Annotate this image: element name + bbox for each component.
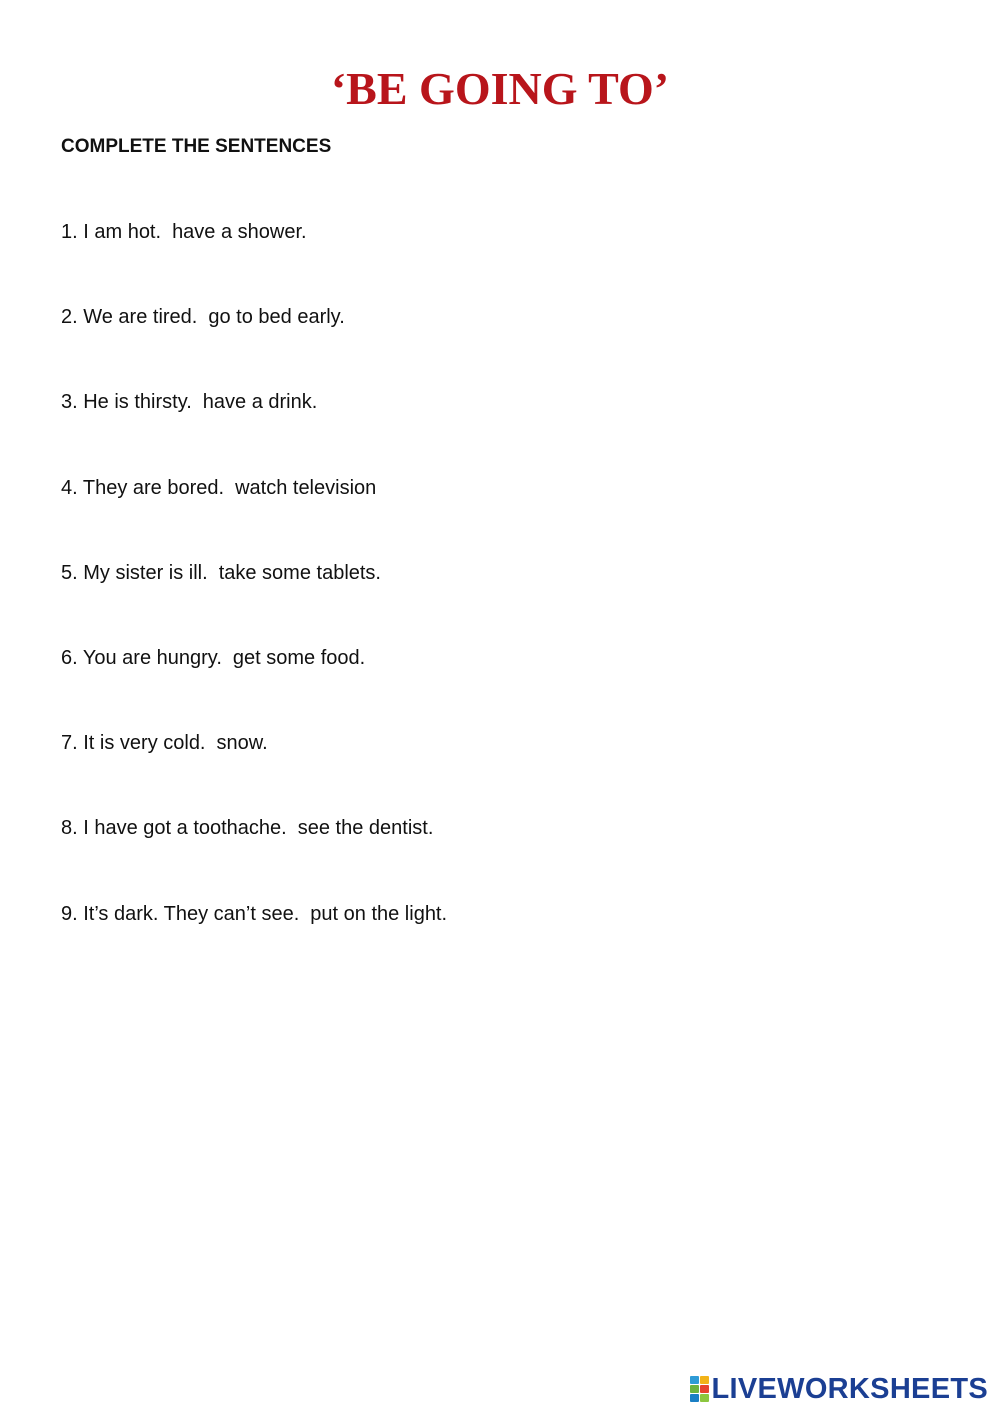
sentence-suffix: watch television	[235, 476, 377, 499]
sentence-list	[61, 218, 961, 985]
sentence-suffix: have a shower.	[172, 221, 307, 243]
sentence-item	[61, 644, 961, 729]
instruction-heading: COMPLETE THE SENTENCES	[61, 136, 332, 157]
sentence-item	[61, 900, 961, 985]
sentence-item	[61, 729, 961, 814]
sentence-suffix: get some food.	[232, 646, 366, 669]
sentence-prefix: 5. My sister is ill.	[61, 561, 208, 584]
liveworksheets-logo[interactable]	[690, 1372, 989, 1406]
sentence-prefix: 9. It’s dark. They can’t see.	[61, 902, 300, 925]
sentence-prefix: 4. They are bored.	[61, 476, 225, 499]
sentence-suffix: put on the light.	[310, 902, 448, 925]
sentence-item	[61, 218, 961, 303]
sentence-suffix: see the dentist.	[297, 817, 434, 840]
sentence-prefix: 1. I am hot.	[61, 221, 162, 243]
sentence-suffix: snow.	[216, 732, 268, 755]
sentence-suffix: take some tablets.	[218, 561, 381, 584]
sentence-item	[61, 303, 961, 388]
sentence-item	[61, 559, 961, 644]
sentence-prefix: 8. I have got a toothache.	[61, 817, 287, 840]
liveworksheets-logo-icon	[690, 1376, 709, 1402]
sentence-suffix: go to bed early.	[208, 306, 345, 329]
sentence-prefix: 2. We are tired.	[61, 306, 198, 329]
sentence-prefix: 7. It is very cold.	[61, 732, 206, 755]
sentence-item	[61, 474, 961, 559]
page-title: ‘BE GOING TO’	[330, 63, 670, 114]
logo-text: LIVEWORKSHEETS	[711, 1373, 988, 1405]
sentence-item	[61, 388, 961, 473]
sentence-item	[61, 814, 961, 899]
sentence-prefix: 6. You are hungry.	[61, 646, 222, 669]
sentence-prefix: 3. He is thirsty.	[61, 391, 192, 414]
sentence-suffix: have a drink.	[202, 391, 318, 414]
